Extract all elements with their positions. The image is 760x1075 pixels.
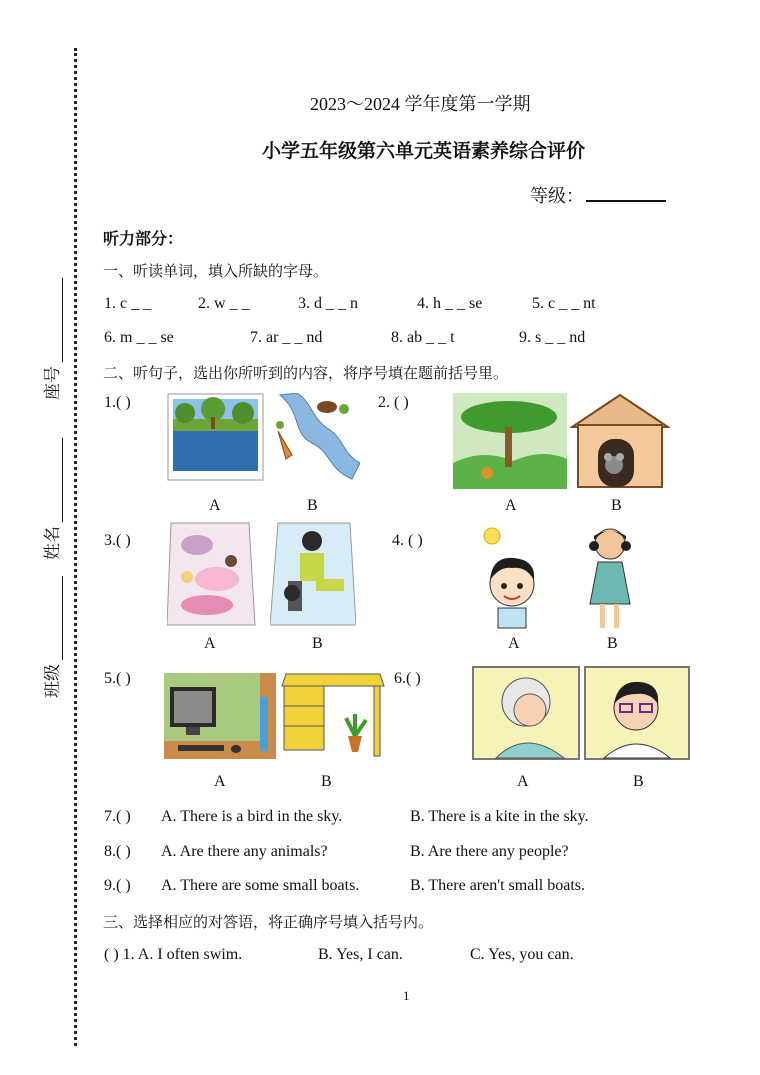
option-b-label: B (312, 635, 323, 652)
q8-option-a: A. Are there any animals? (161, 843, 328, 860)
page-title: 小学五年级第六单元英语素养综合评价 (262, 140, 586, 162)
q9-option-a: A. There are some small boats. (161, 877, 360, 894)
option-a-label: A (517, 773, 529, 790)
seat-field (38, 278, 63, 400)
option-b-label: B (611, 497, 622, 514)
listening-heading: 听力部分： (103, 229, 184, 248)
q8-option-b: B. Are there any people? (410, 843, 569, 860)
river-picture (272, 393, 360, 481)
part3-instruction: 三、选择相应的对答语，将正确序号填入括号内。 (103, 913, 434, 931)
word-item: 8. ab _ _ t (391, 329, 455, 346)
part1-instruction: 一、听读单词，填入所缺的字母。 (103, 262, 329, 280)
name-field (38, 438, 63, 560)
young-man-picture (584, 666, 690, 760)
word-item: 6. m _ _ se (104, 329, 174, 346)
ballet-picture (167, 521, 257, 627)
q9-option-b: B. There aren't small boats. (410, 877, 585, 894)
computer-desk-picture (164, 673, 276, 759)
word-item: 4. h _ _ se (417, 295, 483, 312)
q2-bracket[interactable]: 2. ( ) (378, 394, 409, 411)
word-item: 9. s _ _ nd (519, 329, 586, 346)
part3-q1-option-b: B. Yes, I can. (318, 946, 403, 963)
word-item: 7. ar _ _ nd (250, 329, 323, 346)
word-item: 2. w _ _ (198, 295, 250, 312)
q8-number[interactable]: 8.( ) (104, 843, 131, 860)
class-line[interactable] (48, 576, 63, 660)
q5-bracket[interactable]: 5.( ) (104, 670, 131, 687)
option-b-label: B (321, 773, 332, 790)
option-a-label: A (204, 635, 216, 652)
q4-bracket[interactable]: 4. ( ) (392, 532, 423, 549)
q7-number[interactable]: 7.( ) (104, 808, 131, 825)
seat-label: 座号 (43, 366, 63, 400)
part2-instruction: 二、听句子，选出你所听到的内容，将序号填在题前括号里。 (103, 364, 509, 382)
word-item: 3. d _ _ n (298, 295, 358, 312)
word-item: 1. c _ _ (104, 295, 152, 312)
q1-bracket[interactable]: 1.( ) (104, 394, 131, 411)
option-a-label: A (505, 497, 517, 514)
lake-picture (167, 393, 264, 481)
desk-plant-picture (280, 666, 386, 758)
q7-option-a: A. There is a bird in the sky. (161, 808, 343, 825)
name-line[interactable] (48, 438, 63, 522)
option-b-label: B (633, 773, 644, 790)
word-item: 5. c _ _ nt (532, 295, 596, 312)
q3-bracket[interactable]: 3.( ) (104, 532, 131, 549)
grade-field (530, 182, 666, 208)
option-a-label: A (214, 773, 226, 790)
seat-line[interactable] (48, 278, 63, 362)
class-label: 班级 (43, 664, 63, 698)
kungfu-picture (270, 521, 356, 627)
q9-number[interactable]: 9.( ) (104, 877, 131, 894)
term-header: 2023～2024 学年度第一学期 (310, 94, 531, 114)
option-b-label: B (607, 635, 618, 652)
doghouse-picture (570, 393, 670, 489)
grandma-picture (472, 666, 580, 760)
girl-picture (580, 522, 640, 632)
page-number: 1 (403, 988, 410, 1003)
boy-idea-picture (478, 522, 552, 630)
binding-dotted-line (74, 48, 77, 1046)
q6-bracket[interactable]: 6.( ) (394, 670, 421, 687)
class-field (38, 576, 63, 698)
option-a-label: A (508, 635, 520, 652)
part3-q1[interactable]: ( ) 1. A. I often swim. (104, 946, 243, 963)
q7-option-b: B. There is a kite in the sky. (410, 808, 589, 825)
option-a-label: A (209, 497, 221, 514)
part3-q1-option-c: C. Yes, you can. (470, 946, 574, 963)
grade-blank[interactable] (586, 200, 666, 202)
name-label: 姓名 (43, 526, 63, 560)
option-b-label: B (307, 497, 318, 514)
tree-picture (453, 393, 567, 489)
grade-label: 等级： (530, 186, 584, 207)
